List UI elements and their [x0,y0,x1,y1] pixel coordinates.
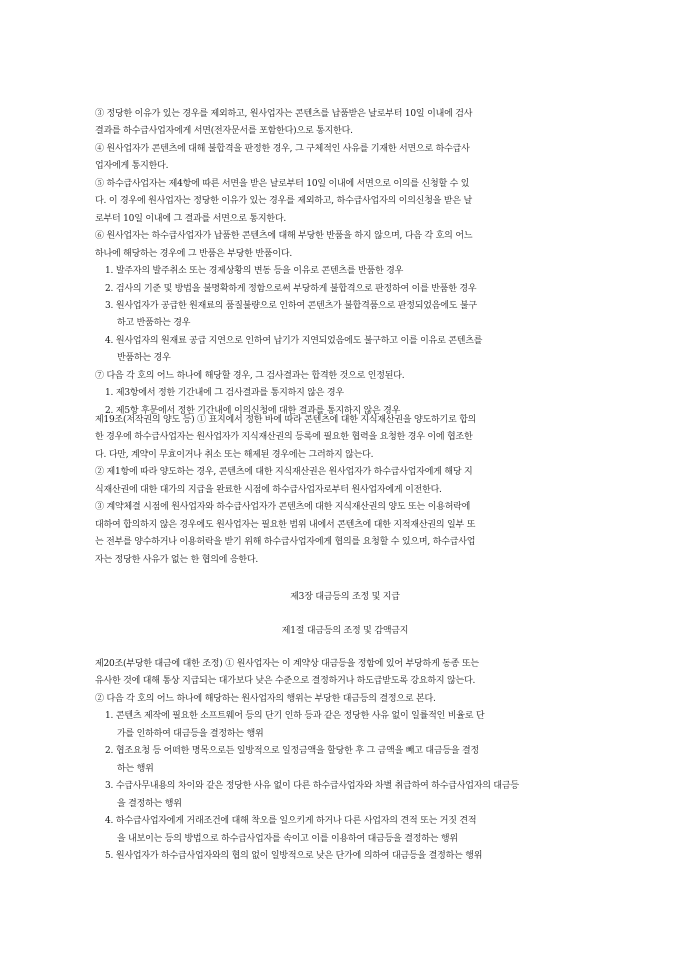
text-line: 3. 수급사무내용의 차이와 같은 정당한 사유 없이 다른 하수급사업자와 차별 취급하여 하수급사업자의 대금등 [105,781,519,792]
text-line: 2. 제5항 후문에서 정한 기간내에 이의신청에 대한 결과를 통지하지 않은 경우 [105,405,401,416]
section-heading: 제1절 대금등의 조정 및 감액금지 [281,626,409,636]
text-line: 하고 반품하는 경우 [117,318,191,329]
text-line: 대하여 합의하지 않은 경우에도 원사업자는 필요한 범위 내에서 콘텐츠에 대한 지적재산권의 일부 또 [95,519,476,530]
text-line: 가를 인하하여 대금등을 결정하는 행위 [117,728,264,739]
text-line: 하는 행위 [117,763,154,774]
text-line: 4. 하수급사업자에게 거래조건에 대해 착오를 일으키게 하거나 다른 사업자의 견적 또는 거짓 견적 [105,816,477,827]
text-line: 결과를 하수급사업자에게 서면(전자문서를 포함한다)으로 통지한다. [95,126,353,137]
text-line: ③ 계약체결 시점에 원사업자와 하수급사업자가 콘텐츠에 대한 지식재산권의 양도 또는 이용허락에 [95,502,471,513]
text-line: 는 전부를 양수하거나 이용허락을 받기 위해 하수급사업자에게 협의를 요청할 수 있으며, 하수급사업 [95,537,476,548]
text-line: ⑥ 원사업자는 하수급사업자가 납품한 콘텐츠에 대해 부당한 반품을 하지 않으며, 다음 각 호의 어느 [95,231,473,242]
text-line: 2. 협조요청 등 어떠한 명목으로든 일방적으로 일정금액을 할당한 후 그 금액을 빼고 대금등을 결정 [105,746,480,757]
text-line: 1. 제3항에서 정한 기간내에 그 검사결과를 통지하지 않은 경우 [105,388,344,399]
text-line: ⑤ 하수급사업자는 제4항에 따른 서면을 받은 날로부터 10일 이내에 서면으로 이의를 신청할 수 있 [95,178,470,189]
text-line: ② 제1항에 따라 양도하는 경우, 콘텐츠에 대한 지식재산권은 원사업자가 하수급사업자에게 해당 지 [95,467,473,478]
text-line: ④ 원사업자가 콘텐츠에 대해 불합격을 판정한 경우, 그 구체적인 사유를 기재한 서면으로 하수급사 [95,143,470,154]
chapter-heading: 제3장 대금등의 조정 및 지급 [290,592,400,602]
text-line: ⑦ 다음 각 호의 어느 하나에 해당할 경우, 그 검사결과는 합격한 것으로 인정된다. [95,370,405,381]
text-line: 3. 원사업자가 공급한 원재료의 품질불량으로 인하여 콘텐츠가 불합격품으로 판정되었음에도 불구 [105,300,477,311]
text-line: 을 결정하는 행위 [117,798,182,809]
text-line: 다. 다만, 계약이 무효이거나 취소 또는 해제된 경우에는 그러하지 않는다. [95,449,374,460]
text-line: 제20조(부당한 대금에 대한 조정) ① 원사업자는 이 계약상 대금등을 정함에 있어 부당하게 동종 또는 [95,659,479,669]
text-line: 로부터 10일 이내에 그 결과를 서면으로 통지한다. [95,213,287,224]
text-line: 유사한 것에 대해 통상 지급되는 대가보다 낮은 수준으로 결정하거나 하도급받도록 강요하지 않는다. [95,676,476,687]
text-line: 식재산권에 대한 대가의 지급을 완료한 시점에 하수급사업자로부터 원사업자에게 이전한다. [95,484,442,495]
text-line: ② 다음 각 호의 어느 하나에 해당하는 원사업자의 행위는 부당한 대금등의 결정으로 본다. [95,693,436,704]
text-line: ③ 정당한 이유가 있는 경우를 제외하고, 원사업자는 콘텐츠를 납품받은 날로부터 10일 이내에 검사 [95,109,473,119]
text-line: 반품하는 경우 [117,353,171,364]
text-line: 업자에게 통지한다. [95,161,169,172]
text-line: 1. 발주자의 발주취소 또는 경제상황의 변동 등을 이유로 콘텐츠를 반품한 경우 [105,266,404,277]
text-line: 을 내보이는 등의 방법으로 하수급사업자를 속이고 이를 이용하여 대금등을 결정하는 행위 [117,833,458,844]
text-line: 한 경우에 하수급사업자는 원사업자가 지식재산권의 등록에 필요한 협력을 요청한 경우 이에 협조한 [95,432,473,443]
text-line: 자는 정당한 사유가 없는 한 협의에 응한다. [95,554,259,565]
text-line: 제19조(저작권의 양도 등) ① 표지에서 정한 바에 따라 콘텐츠에 대한 지식재산권을 양도하기로 합의 [95,415,477,425]
text-line: 4. 원사업자의 원재료 공급 지연으로 인하여 납기가 지연되었음에도 불구하고 이를 이유로 콘텐츠를 [105,335,483,346]
text-line: 5. 원사업자가 하수급사업자와의 협의 없이 일방적으로 낮은 단가에 의하여 대금등을 결정하는 행위 [105,850,483,861]
text-line: 다. 이 경우에 원사업자는 정당한 이유가 있는 경우를 제외하고, 하수급사업자의 이의신청을 받은 날 [95,196,473,207]
text-line: 2. 검사의 기준 및 방법을 불명확하게 정함으로써 부당하게 불합격으로 판정하여 이를 반품한 경우 [105,283,477,294]
text-line: 하나에 해당하는 경우에 그 반품은 부당한 반품이다. [95,248,293,259]
text-line: 1. 콘텐츠 제작에 필요한 소프트웨어 등의 단기 인하 등과 같은 정당한 사유 없이 일률적인 비율로 단 [105,711,485,722]
